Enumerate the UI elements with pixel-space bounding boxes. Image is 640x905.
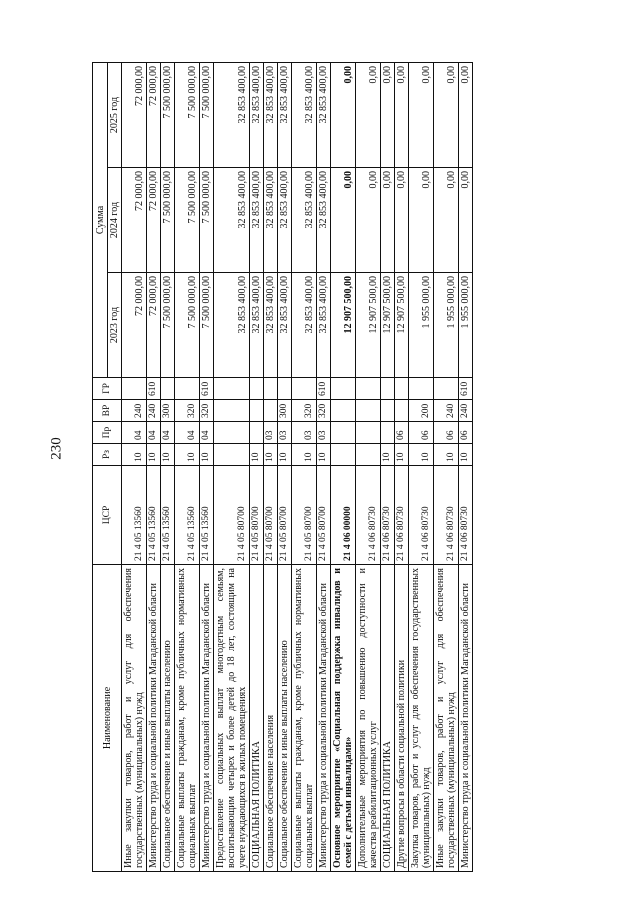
- cell-2025: 32 853 400,00: [278, 63, 292, 168]
- cell-csr: 21 4 05 13560: [122, 466, 147, 565]
- cell-2023: 32 853 400,00: [317, 273, 331, 378]
- table-body: [122, 63, 473, 872]
- cell-rz: 10: [434, 444, 459, 466]
- cell-name: Закупка товаров, работ и услуг для обеспечения государственных (муниципальных) нужд: [409, 565, 434, 872]
- cell-2025: 32 853 400,00: [292, 63, 317, 168]
- cell-rz: 10: [250, 444, 264, 466]
- cell-vr: 240: [459, 400, 473, 422]
- cell-vr: 320: [200, 400, 214, 422]
- cell-2023: 1 955 000,00: [434, 273, 459, 378]
- cell-name: Министерство труда и социальной политики Магаданской области: [200, 565, 214, 872]
- cell-gr: [214, 378, 250, 400]
- cell-rz: [214, 444, 250, 466]
- cell-pr: [250, 422, 264, 444]
- cell-2025: 32 853 400,00: [250, 63, 264, 168]
- cell-gr: [409, 378, 434, 400]
- table-row: [459, 63, 473, 872]
- cell-csr: 21 4 05 13560: [147, 466, 161, 565]
- cell-2024: 0,00: [381, 168, 395, 273]
- cell-csr: 21 4 05 13560: [175, 466, 200, 565]
- cell-2023: 7 500 000,00: [200, 273, 214, 378]
- cell-vr: [331, 400, 356, 422]
- cell-name: Иные закупки товаров, работ и услуг для обеспечения государственных (муниципальных) нужд: [434, 565, 459, 872]
- cell-2025: 0,00: [381, 63, 395, 168]
- cell-gr: [161, 378, 175, 400]
- header-csr: ЦСР: [93, 466, 122, 565]
- cell-rz: 10: [122, 444, 147, 466]
- cell-2024: 72 000,00: [147, 168, 161, 273]
- cell-gr: [395, 378, 409, 400]
- cell-2023: 12 907 500,00: [356, 273, 381, 378]
- cell-csr: 21 4 05 80700: [292, 466, 317, 565]
- cell-pr: [381, 422, 395, 444]
- cell-csr: 21 4 05 80700: [214, 466, 250, 565]
- header-2024: 2024 год: [108, 168, 122, 273]
- cell-vr: 320: [292, 400, 317, 422]
- cell-name: Предоставление социальных выплат многодетным семьям, воспитывающим четырех и более детей до 18 лет, состоящим на учете нуждающихся в жилых помещениях: [214, 565, 250, 872]
- cell-2025: 0,00: [356, 63, 381, 168]
- cell-csr: 21 4 06 80730: [434, 466, 459, 565]
- table-row: [250, 63, 264, 872]
- cell-csr: 21 4 05 80700: [250, 466, 264, 565]
- cell-2024: 32 853 400,00: [250, 168, 264, 273]
- table-row: [395, 63, 409, 872]
- cell-2024: 0,00: [395, 168, 409, 273]
- cell-name: СОЦИАЛЬНАЯ ПОЛИТИКА: [381, 565, 395, 872]
- cell-csr: 21 4 06 00000: [331, 466, 356, 565]
- table-row: [214, 63, 250, 872]
- cell-2024: 72 000,00: [122, 168, 147, 273]
- table-row: [409, 63, 434, 872]
- cell-pr: 03: [317, 422, 331, 444]
- cell-2024: 7 500 000,00: [200, 168, 214, 273]
- cell-rz: 10: [175, 444, 200, 466]
- table-row: [381, 63, 395, 872]
- header-gr: ГР: [93, 378, 122, 400]
- cell-gr: [250, 378, 264, 400]
- cell-2024: 32 853 400,00: [292, 168, 317, 273]
- cell-csr: 21 4 06 80730: [459, 466, 473, 565]
- cell-pr: 06: [409, 422, 434, 444]
- cell-vr: 200: [409, 400, 434, 422]
- cell-rz: 10: [161, 444, 175, 466]
- cell-name: Министерство труда и социальной политики Магаданской области: [317, 565, 331, 872]
- cell-vr: [264, 400, 278, 422]
- cell-2025: 32 853 400,00: [264, 63, 278, 168]
- cell-vr: 320: [317, 400, 331, 422]
- cell-2023: 32 853 400,00: [264, 273, 278, 378]
- table-row: [175, 63, 200, 872]
- cell-gr: [264, 378, 278, 400]
- cell-2025: 0,00: [331, 63, 356, 168]
- table-row: [331, 63, 356, 872]
- cell-name: СОЦИАЛЬНАЯ ПОЛИТИКА: [250, 565, 264, 872]
- cell-gr: [122, 378, 147, 400]
- cell-vr: [395, 400, 409, 422]
- cell-rz: 10: [409, 444, 434, 466]
- cell-2023: 12 907 500,00: [331, 273, 356, 378]
- cell-gr: 610: [147, 378, 161, 400]
- cell-2024: 32 853 400,00: [278, 168, 292, 273]
- cell-2024: 0,00: [331, 168, 356, 273]
- cell-pr: 03: [292, 422, 317, 444]
- cell-vr: 300: [161, 400, 175, 422]
- cell-rz: 10: [395, 444, 409, 466]
- cell-vr: 300: [278, 400, 292, 422]
- cell-pr: 03: [264, 422, 278, 444]
- cell-pr: 04: [122, 422, 147, 444]
- table-row: [161, 63, 175, 872]
- cell-gr: [381, 378, 395, 400]
- cell-2023: 1 955 000,00: [459, 273, 473, 378]
- header-name: Наименование: [93, 565, 122, 872]
- cell-2025: 7 500 000,00: [175, 63, 200, 168]
- cell-gr: 610: [459, 378, 473, 400]
- table-row: [122, 63, 147, 872]
- cell-pr: 04: [161, 422, 175, 444]
- header-rz: Рз: [93, 444, 122, 466]
- cell-name: Иные закупки товаров, работ и услуг для обеспечения государственных (муниципальных) нужд: [122, 565, 147, 872]
- cell-2024: 0,00: [356, 168, 381, 273]
- cell-2025: 0,00: [409, 63, 434, 168]
- cell-csr: 21 4 05 80700: [264, 466, 278, 565]
- table-row: [278, 63, 292, 872]
- cell-gr: [356, 378, 381, 400]
- cell-name: Дополнительные мероприятия по повышению доступности и качества реабилитационных услуг: [356, 565, 381, 872]
- cell-name: Социальное обеспечение и иные выплаты населению: [161, 565, 175, 872]
- cell-2024: 0,00: [434, 168, 459, 273]
- table-row: [434, 63, 459, 872]
- cell-2025: 72 000,00: [122, 63, 147, 168]
- cell-rz: 10: [459, 444, 473, 466]
- cell-csr: 21 4 06 80730: [381, 466, 395, 565]
- budget-table: [92, 62, 473, 872]
- cell-2024: 7 500 000,00: [161, 168, 175, 273]
- header-2023: 2023 год: [108, 273, 122, 378]
- cell-2024: 0,00: [409, 168, 434, 273]
- header-pr: Пр: [93, 422, 122, 444]
- cell-name: Основное мероприятие «Социальная поддержка инвалидов и семей с детьми инвалидами»: [331, 565, 356, 872]
- cell-2023: 72 000,00: [122, 273, 147, 378]
- cell-2025: 7 500 000,00: [200, 63, 214, 168]
- cell-name: Социальные выплаты гражданам, кроме публичных нормативных социальных выплат: [175, 565, 200, 872]
- cell-pr: 06: [395, 422, 409, 444]
- cell-2025: 32 853 400,00: [317, 63, 331, 168]
- cell-gr: [175, 378, 200, 400]
- cell-2024: 7 500 000,00: [175, 168, 200, 273]
- cell-pr: 06: [459, 422, 473, 444]
- cell-name: Социальное обеспечение населения: [264, 565, 278, 872]
- cell-2023: 32 853 400,00: [214, 273, 250, 378]
- cell-rz: [356, 444, 381, 466]
- cell-rz: 10: [292, 444, 317, 466]
- cell-csr: 21 4 05 13560: [161, 466, 175, 565]
- cell-pr: [214, 422, 250, 444]
- cell-csr: 21 4 06 80730: [395, 466, 409, 565]
- cell-2023: 12 907 500,00: [381, 273, 395, 378]
- cell-2025: 0,00: [459, 63, 473, 168]
- cell-2024: 32 853 400,00: [214, 168, 250, 273]
- cell-csr: 21 4 05 80700: [317, 466, 331, 565]
- table-header: [93, 63, 122, 872]
- cell-2023: 32 853 400,00: [292, 273, 317, 378]
- cell-name: Министерство труда и социальной политики Магаданской области: [147, 565, 161, 872]
- cell-name: Министерство труда и социальной политики Магаданской области: [459, 565, 473, 872]
- cell-pr: 06: [434, 422, 459, 444]
- cell-vr: [214, 400, 250, 422]
- cell-2024: 32 853 400,00: [264, 168, 278, 273]
- cell-rz: 10: [278, 444, 292, 466]
- cell-rz: 10: [317, 444, 331, 466]
- cell-name: Социальные выплаты гражданам, кроме публичных нормативных социальных выплат: [292, 565, 317, 872]
- cell-gr: 610: [317, 378, 331, 400]
- table-row: [147, 63, 161, 872]
- cell-name: Социальное обеспечение и иные выплаты населению: [278, 565, 292, 872]
- cell-rz: 10: [381, 444, 395, 466]
- budget-sheet: [92, 62, 602, 872]
- cell-2025: 0,00: [434, 63, 459, 168]
- cell-vr: 240: [147, 400, 161, 422]
- cell-2023: 12 907 500,00: [395, 273, 409, 378]
- cell-2025: 0,00: [395, 63, 409, 168]
- cell-vr: [356, 400, 381, 422]
- cell-2025: 7 500 000,00: [161, 63, 175, 168]
- cell-2023: 7 500 000,00: [161, 273, 175, 378]
- cell-2023: 7 500 000,00: [175, 273, 200, 378]
- cell-pr: 04: [200, 422, 214, 444]
- cell-2023: 32 853 400,00: [250, 273, 264, 378]
- cell-gr: 610: [200, 378, 214, 400]
- cell-rz: 10: [200, 444, 214, 466]
- table-row: [264, 63, 278, 872]
- header-sum: Сумма: [93, 63, 108, 378]
- cell-gr: [292, 378, 317, 400]
- cell-2024: 0,00: [459, 168, 473, 273]
- cell-2023: 72 000,00: [147, 273, 161, 378]
- cell-gr: [331, 378, 356, 400]
- table-row: [292, 63, 317, 872]
- header-2025: 2025 год: [108, 63, 122, 168]
- table-row: [317, 63, 331, 872]
- cell-vr: [250, 400, 264, 422]
- cell-name: Другие вопросы в области социальной политики: [395, 565, 409, 872]
- cell-2025: 72 000,00: [147, 63, 161, 168]
- table-row: [200, 63, 214, 872]
- cell-pr: 04: [147, 422, 161, 444]
- cell-csr: 21 4 06 80730: [356, 466, 381, 565]
- cell-vr: [381, 400, 395, 422]
- cell-vr: 320: [175, 400, 200, 422]
- cell-csr: 21 4 05 13560: [200, 466, 214, 565]
- cell-2023: 32 853 400,00: [278, 273, 292, 378]
- cell-pr: [331, 422, 356, 444]
- cell-csr: 21 4 06 80730: [409, 466, 434, 565]
- cell-2023: 1 955 000,00: [409, 273, 434, 378]
- cell-gr: [278, 378, 292, 400]
- cell-vr: 240: [122, 400, 147, 422]
- cell-csr: 21 4 05 80700: [278, 466, 292, 565]
- cell-pr: [356, 422, 381, 444]
- page-number: 230: [48, 437, 65, 460]
- table-row: [356, 63, 381, 872]
- cell-pr: 04: [175, 422, 200, 444]
- cell-rz: 10: [264, 444, 278, 466]
- cell-rz: [331, 444, 356, 466]
- cell-vr: 240: [434, 400, 459, 422]
- cell-2025: 32 853 400,00: [214, 63, 250, 168]
- cell-gr: [434, 378, 459, 400]
- cell-2024: 32 853 400,00: [317, 168, 331, 273]
- header-vr: ВР: [93, 400, 122, 422]
- cell-pr: 03: [278, 422, 292, 444]
- cell-rz: 10: [147, 444, 161, 466]
